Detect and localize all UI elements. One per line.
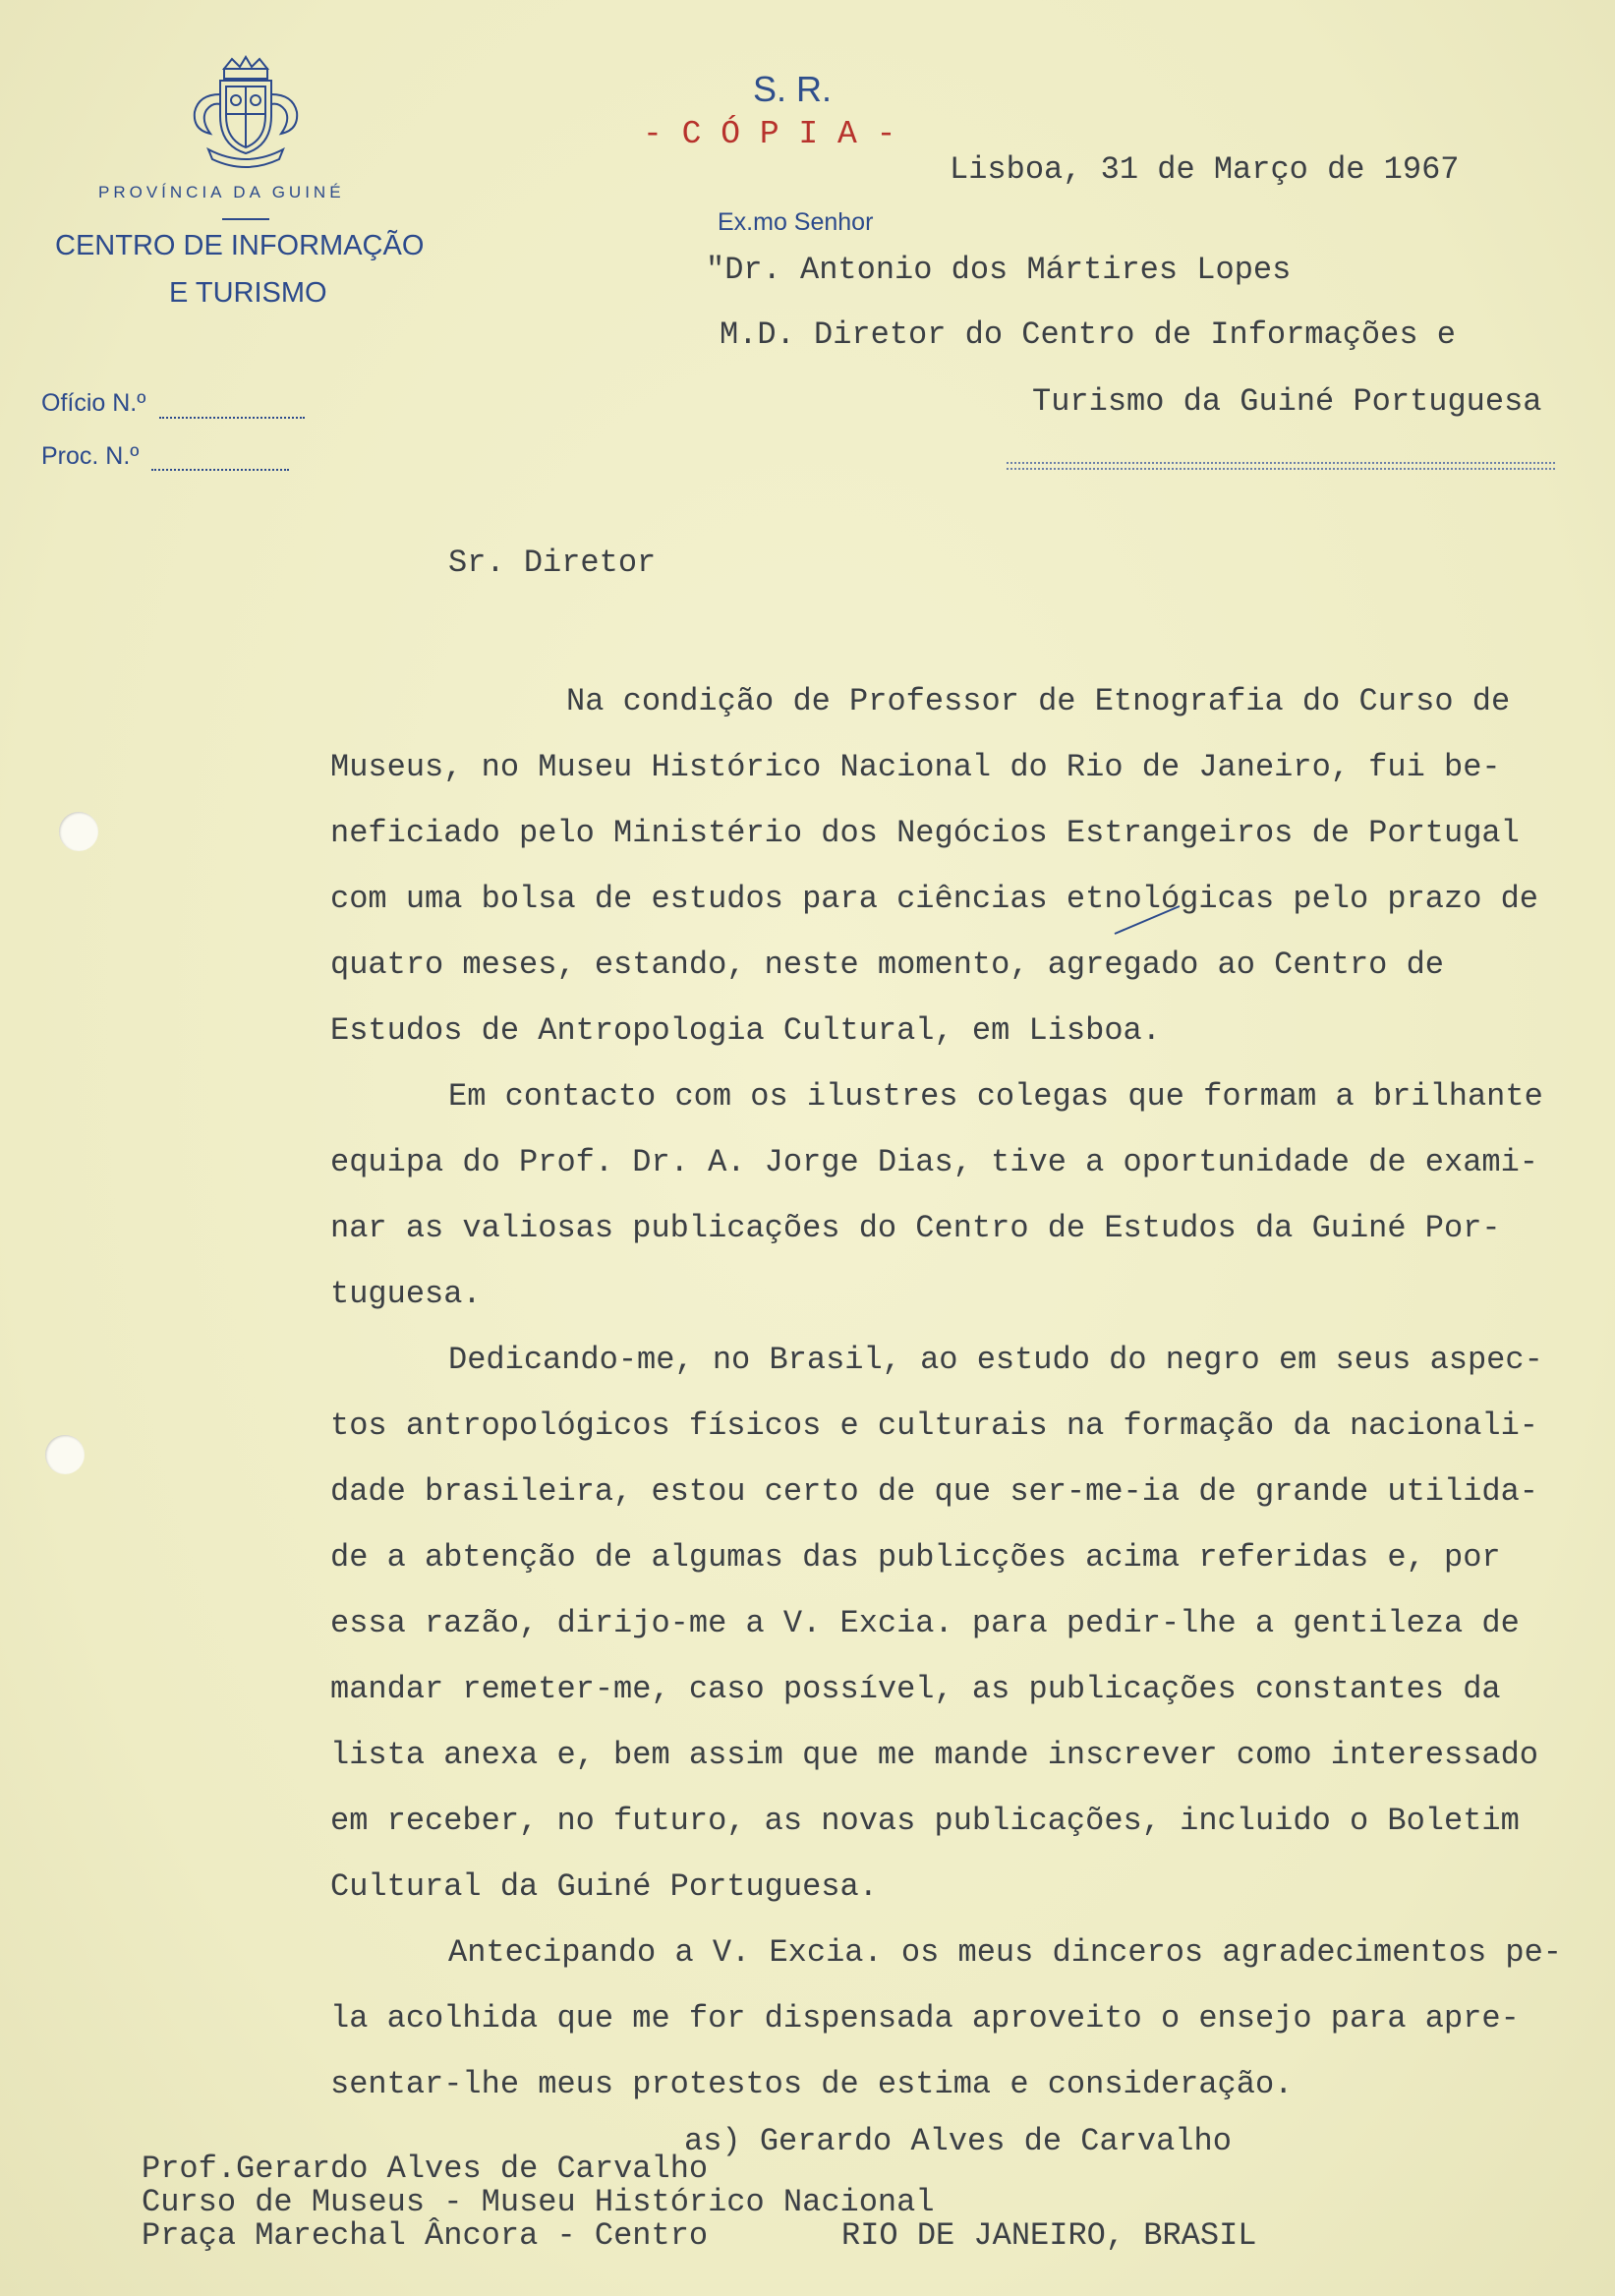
province-label: PROVÍNCIA DA GUINÉ	[98, 183, 345, 201]
body-line: lista anexa e, bem assim que me mande inscrever como interessado	[330, 1737, 1538, 1773]
body-line: nar as valiosas publicações do Centro de Estudos da Guiné Por-	[330, 1210, 1501, 1246]
signature: as) Gerardo Alves de Carvalho	[684, 2123, 1232, 2159]
copia-stamp: - C Ó P I A -	[643, 116, 896, 152]
sr-mark: S. R.	[753, 69, 833, 109]
body-line: quatro meses, estando, neste momento, agregado ao Centro de	[330, 947, 1444, 983]
body-line: Museus, no Museu Histórico Nacional do Rio de Janeiro, fui be-	[330, 749, 1501, 785]
body-line: tuguesa.	[330, 1276, 482, 1312]
address-rule-1	[1007, 462, 1555, 464]
body-line: tos antropológicos físicos e culturais na formação da nacionali-	[330, 1407, 1538, 1444]
body-line: neficiado pelo Ministério dos Negócios Estrangeiros de Portugal	[330, 815, 1520, 851]
body-line: Antecipando a V. Excia. os meus dinceros agradecimentos pe-	[448, 1934, 1562, 1971]
body-line: Estudos de Antropologia Cultural, em Lisboa.	[330, 1012, 1161, 1049]
body-line: mandar remeter-me, caso possível, as publicações constantes da	[330, 1671, 1501, 1707]
oficio-label: Ofício N.º	[41, 389, 146, 417]
oficio-field	[159, 417, 305, 419]
addressee-title-1: M.D. Diretor do Centro de Informações e	[720, 316, 1456, 353]
sender-line-3-right: RIO DE JANEIRO, BRASIL	[841, 2217, 1257, 2254]
body-line: em receber, no futuro, as novas publicações, incluido o Boletim	[330, 1803, 1520, 1839]
letter-body	[330, 668, 1588, 2117]
center-name-line2: E TURISMO	[169, 277, 327, 309]
proc-field	[151, 469, 289, 471]
body-line: Dedicando-me, no Brasil, ao estudo do negro em seus aspec-	[448, 1342, 1543, 1378]
coat-of-arms-icon	[185, 55, 307, 169]
body-line: essa razão, dirijo-me a V. Excia. para pedir-lhe a gentileza de	[330, 1605, 1520, 1641]
sender-line-1: Prof.Gerardo Alves de Carvalho	[142, 2151, 709, 2187]
body-line: la acolhida que me for dispensada aproveito o ensejo para apre-	[330, 2000, 1520, 2037]
sender-line-2: Curso de Museus - Museu Histórico Nacional	[142, 2184, 935, 2220]
addressee-name: "Dr. Antonio dos Mártires Lopes	[706, 252, 1292, 288]
salutation-print: Ex.mo Senhor	[718, 208, 874, 236]
letter-date: Lisboa, 31 de Março de 1967	[950, 151, 1460, 188]
body-line: Cultural da Guiné Portuguesa.	[330, 1868, 878, 1905]
body-line: Em contacto com os ilustres colegas que formam a brilhante	[448, 1078, 1543, 1115]
punch-hole-top	[59, 812, 98, 851]
body-line: de a abtenção de algumas das publicções acima referidas e, por	[330, 1539, 1501, 1576]
address-rule-2	[1007, 468, 1555, 470]
punch-hole-bottom	[45, 1435, 85, 1474]
body-line: equipa do Prof. Dr. A. Jorge Dias, tive a oportunidade de exami-	[330, 1144, 1538, 1180]
body-line: com uma bolsa de estudos para ciências etnológicas pelo prazo de	[330, 881, 1538, 917]
pen-mark	[1113, 904, 1183, 936]
greeting: Sr. Diretor	[448, 545, 657, 581]
body-line: Na condição de Professor de Etnografia do Curso de	[566, 683, 1511, 719]
addressee-title-2: Turismo da Guiné Portuguesa	[1032, 383, 1542, 420]
body-line: sentar-lhe meus protestos de estima e consideração.	[330, 2066, 1294, 2102]
sender-line-3-left: Praça Marechal Âncora - Centro	[142, 2217, 709, 2254]
proc-label: Proc. N.º	[41, 442, 140, 470]
center-name-line1: CENTRO DE INFORMAÇÃO	[55, 230, 425, 261]
divider	[222, 218, 269, 220]
body-line: dade brasileira, estou certo de que ser-me-ia de grande utilida-	[330, 1473, 1538, 1510]
